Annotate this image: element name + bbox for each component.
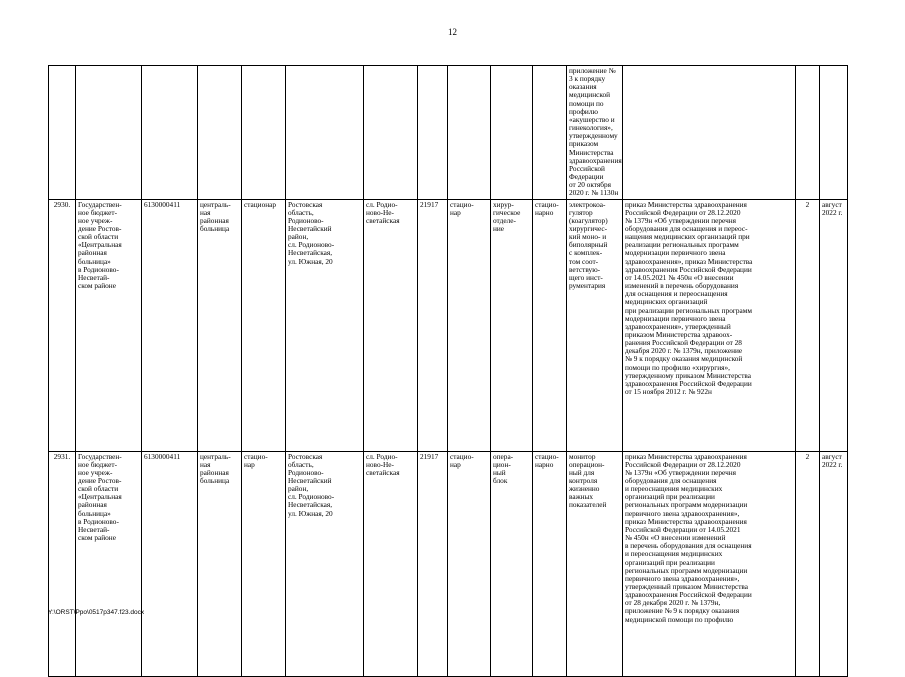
cell-inn: 6130000411 (142, 451, 198, 676)
table-row (49, 66, 848, 200)
cell-population: 21917 (418, 451, 448, 676)
table-row (49, 451, 848, 676)
cell-settlement: сл. Родио- ново-Не- светайская (364, 451, 418, 676)
cell-care-form: стацио- нар (242, 451, 286, 676)
cell-organization: Государствен- ное бюджет- ное учреж- дение Ростов- ской области «Центральная районная больница» в Родионово- Несветай- ском районе (76, 199, 142, 451)
cell-quantity: 2 (796, 451, 820, 676)
cell-quantity (796, 66, 820, 200)
cell-inn (142, 66, 198, 200)
cell-organization: Государствен- ное бюджет- ное учреж- дение Ростов- ской области «Центральная районная больница» в Родионово- Несветай- ском районе (76, 451, 142, 676)
footer-file-path: Y:\ORST\Ppo\0517p347.f23.docx (48, 609, 145, 616)
cell-department (491, 66, 533, 200)
cell-condition: стацио- нарно (533, 199, 567, 451)
cell-number (49, 66, 76, 200)
cell-unit-type: стацио- нар (448, 199, 491, 451)
cell-condition (533, 66, 567, 200)
cell-inn: 6130000411 (142, 199, 198, 451)
cell-address (286, 66, 364, 200)
cell-department: хирур- гическое отделе- ние (491, 199, 533, 451)
register-table (48, 65, 848, 677)
cell-legal-basis (623, 66, 796, 200)
cell-equipment: электрокоа- гулятор (коагулятор) хирургичес- кий моно- и биполярный с комплек- том соот- ветствую- щего инст- рументария (567, 199, 623, 451)
cell-legal-basis: приказ Министерства здравоохранения Российской Федерации от 28.12.2020 № 1379н «Об утверждении перечня оборудования для оснащения и переоснащения медицинских организаций при реализации региональных программ модернизации первичного звена здравоохранения», приказ Министерства здравоохранения Российской Федерации от 14.05.2021 № 450н «О внесении изменений в перечень оборудования для оснащения и переоснащения медицинских организаций при реализации региональных программ модернизации первичного звена здравоохранения», утвержденный приказом Министерства здравоохранения Российской Федерации от 28 декабря 2020 г. № 1379н, приложение № 9 к порядку оказания медицинской помощи по профилю (623, 451, 796, 676)
cell-population (418, 66, 448, 200)
cell-org-type: централь- ная районная больница (198, 451, 242, 676)
cell-org-type: централь- ная районная больница (198, 199, 242, 451)
cell-legal-basis: приказ Министерства здравоохранения Российской Федерации от 28.12.2020 № 1379н «Об утверждении перечня оборудования для оснащения и переос- нащения медицинских организаций при реализации региональных программ модернизации первичного звена здравоохранения», приказ Министерства здравоохранения Российской Федерации от 14.05.2021 № 450н «О внесении изменений в перечень оборудования для оснащения и переоснащения медицинских организаций при реализации региональных программ модернизации первичного звена здравоохранения», утвержденный приказом Министерства здравоох- ранения Российской Федерации от 28 декабря 2020 г. № 1379н, приложение № 9 к порядку оказания медицинской помощи по профилю «хирургия», утвержденному приказом Министерства здравоохранения Российской Федерации от 15 ноября 2012 г. № 922н (623, 199, 796, 451)
cell-equipment: монитор операцион- ный для контроля жизненно важных показателей (567, 451, 623, 676)
cell-department: опера- цион- ный блок (491, 451, 533, 676)
cell-number: 2931. (49, 451, 76, 676)
cell-settlement: сл. Родио- ново-Не- светайская (364, 199, 418, 451)
cell-organization (76, 66, 142, 200)
cell-address: Ростовская область, Родионово- Несветайский район, сл. Родионово- Несветайская, ул. Южная, 20 (286, 199, 364, 451)
cell-care-form: стационар (242, 199, 286, 451)
cell-unit-type (448, 66, 491, 200)
cell-care-form (242, 66, 286, 200)
cell-org-type (198, 66, 242, 200)
cell-unit-type: стацио- нар (448, 451, 491, 676)
cell-condition: стацио- нарно (533, 451, 567, 676)
cell-address: Ростовская область, Родионово- Несветайский район, сл. Родионово- Несветайская, ул. Южная, 20 (286, 451, 364, 676)
cell-number: 2930. (49, 199, 76, 451)
cell-population: 21917 (418, 199, 448, 451)
cell-settlement (364, 66, 418, 200)
cell-quantity: 2 (796, 199, 820, 451)
cell-deadline (820, 66, 848, 200)
cell-equipment: приложение № 3 к порядку оказания медицинской помощи по профилю «акушерство и гинекология», утвержденному приказом Министерства здравоохранения Российской Федерации от 20 октября 2020 г. № 1130н (567, 66, 623, 200)
cell-deadline: август 2022 г. (820, 199, 848, 451)
table-row (49, 199, 848, 451)
cell-deadline: август 2022 г. (820, 451, 848, 676)
page-number: 12 (448, 27, 457, 37)
